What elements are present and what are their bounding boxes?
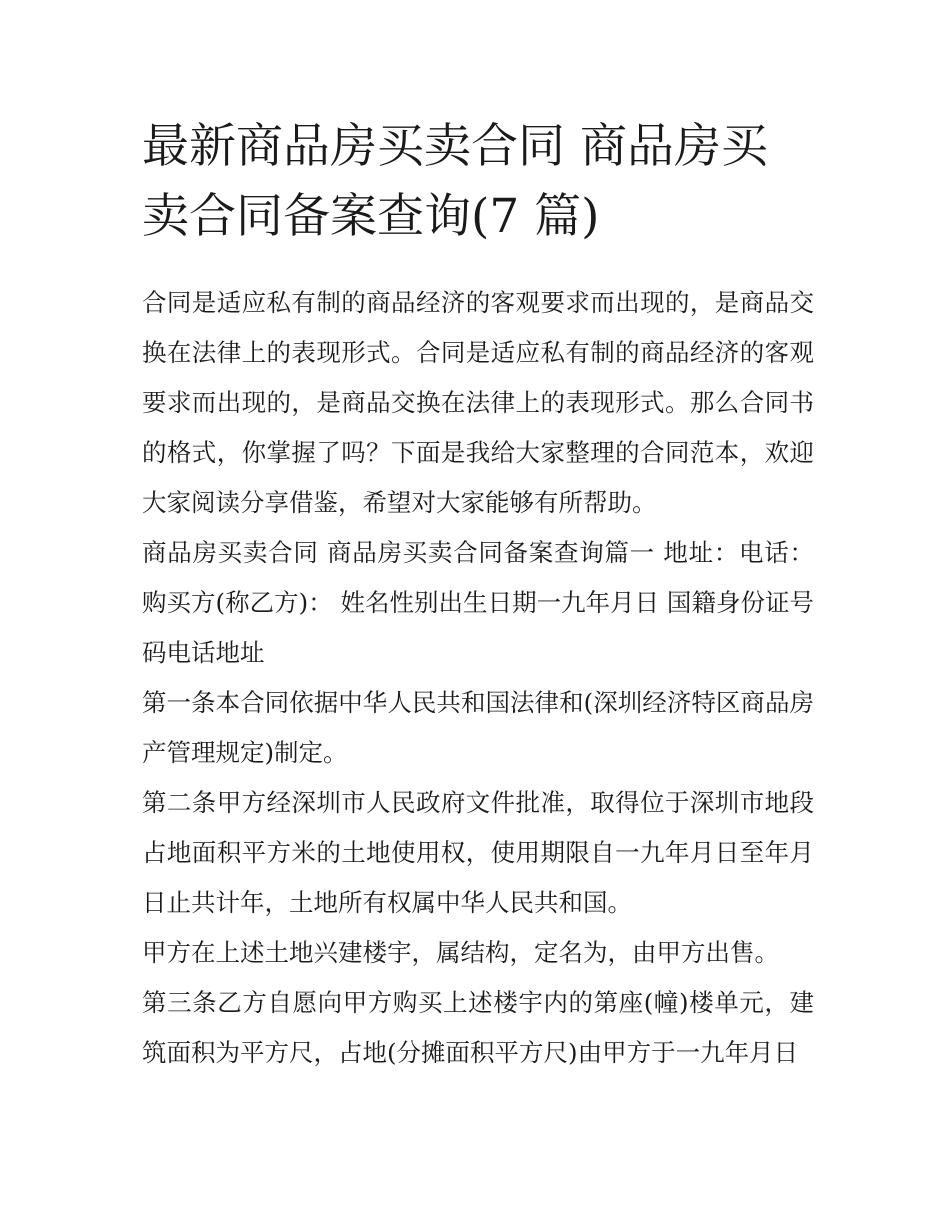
paragraph-article-3: 第三条乙方自愿向甲方购买上述楼宇内的第座(幢)楼单元，建筑面积为平方尺，占地(分摊面积平方尺)由甲方于一九年月日 bbox=[142, 988, 814, 1067]
document-title: 最新商品房买卖合同 商品房买卖合同备案查询(7 篇) bbox=[142, 119, 768, 244]
document-body bbox=[142, 112, 814, 1078]
paragraph-intro: 合同是适应私有制的商品经济的客观要求而出现的，是商品交换在法律上的表现形式。合同是适应私有制的商品经济的客观要求而出现的，是商品交换在法律上的表现形式。那么合同书的格式，你掌握了吗？下面是我给大家整理的合同范本，欢迎大家阅读分享借鉴，希望对大家能够有所帮助。 bbox=[142, 288, 814, 517]
paragraph-article-2: 第二条甲方经深圳市人民政府文件批准，取得位于深圳市地段占地面积平方米的土地使用权，使用期限自一九年月日至年月日止共计年，土地所有权属中华人民共和国。 bbox=[142, 788, 814, 917]
paragraph-building: 甲方在上述土地兴建楼宇，属结构，定名为，由甲方出售。 bbox=[142, 938, 779, 967]
paragraph-article-1: 第一条本合同依据中华人民共和国法律和(深圳经济特区商品房产管理规定)制定。 bbox=[142, 688, 814, 767]
paragraph-parties: 商品房买卖合同 商品房买卖合同备案查询篇一 地址：电话：购买方(称乙方)： 姓名性别出生日期一九年月日 国籍身份证号码电话地址 bbox=[142, 538, 814, 667]
